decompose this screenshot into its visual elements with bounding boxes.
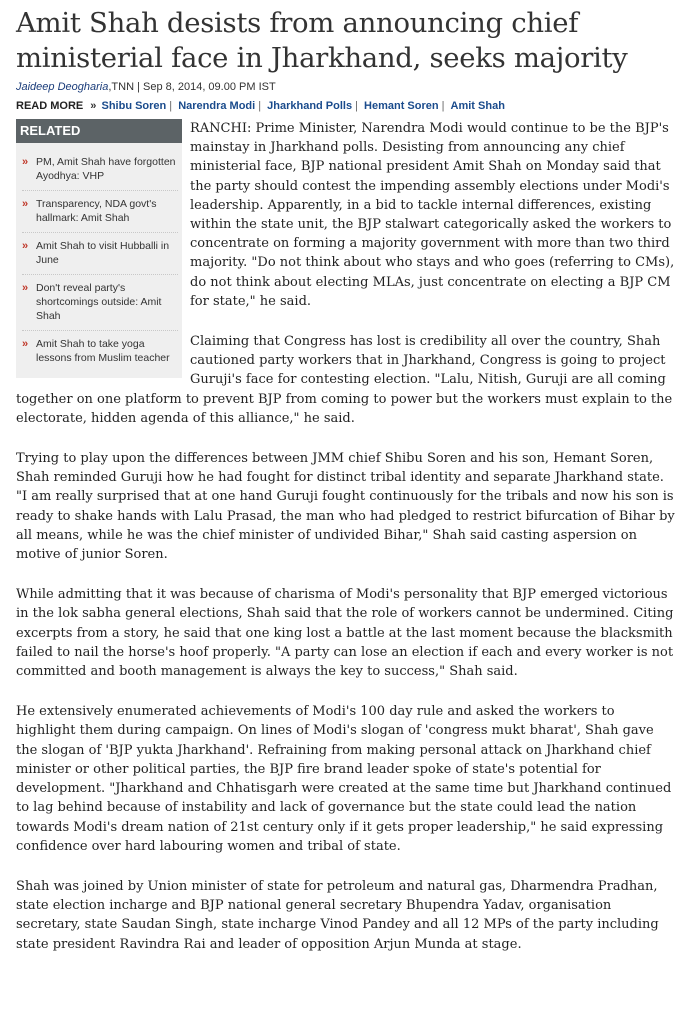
- tag-link-amit-shah[interactable]: Amit Shah: [450, 100, 505, 112]
- article-paragraph: Trying to play upon the differences between JMM chief Shibu Soren and his son, Hemant Soren, Shah reminded Guruji how he had fought for distinct tribal identity and separate Jharkhand state. "I am really surprised that at one hand Guruji fought continuously for the tribals and now his son is ready to shake hands with Lalu Prasad, the man who had pledged to restrict bifurcation of Bihar by all means, while he was the chief minister of undivided Bihar," Shah said casting aspersion on motive of junior Soren.: [16, 451, 675, 563]
- byline: [16, 80, 677, 94]
- related-item[interactable]: [22, 149, 178, 191]
- read-more-arrow-icon: »: [90, 100, 97, 112]
- related-item[interactable]: [22, 275, 178, 331]
- author-link[interactable]: Jaideep Deogharia: [16, 81, 109, 93]
- related-item[interactable]: [22, 233, 178, 275]
- tag-link-narendra-modi[interactable]: Narendra Modi: [178, 100, 256, 112]
- tag-link-hemant-soren[interactable]: Hemant Soren: [364, 100, 439, 112]
- related-item-link[interactable]: Don't reveal party's shortcomings outside: Amit Shah: [36, 282, 162, 322]
- tag-separator: |: [355, 100, 358, 112]
- article-paragraph: He extensively enumerated achievements of Modi's 100 day rule and asked the workers to highlight them during campaign. On lines of Modi's slogan of 'congress mukt bharat', Shah gave the slogan of 'BJP yukta Jharkhand'. Refraining from making personal attack on Jharkhand chief minister or other political parties, the BJP fire brand leader spoke of state's potential for development. "Jharkhand and Chhatisgarh were created at the same time but Jharkhand continued to lag behind because of instability and lack of governance but the state could lead the nation towards Modi's dream nation of 21st century only if it gets proper leadership," he said expressing confidence over hard labouring women and tribal of state.: [16, 704, 672, 854]
- tag-separator: |: [441, 100, 445, 112]
- bullet-icon: »: [22, 240, 29, 252]
- byline-source-date: ,TNN | Sep 8, 2014, 09.00 PM IST: [108, 81, 276, 93]
- related-heading: RELATED: [16, 119, 182, 143]
- tag-link-shibu-soren[interactable]: Shibu Soren: [101, 100, 167, 112]
- read-more-label: READ MORE: [16, 100, 84, 112]
- bullet-icon: »: [22, 156, 29, 168]
- headline: Amit Shah desists from announcing chief ministerial face in Jharkhand, seeks majority: [16, 7, 628, 74]
- related-box: [16, 119, 182, 378]
- related-list: [16, 143, 182, 378]
- related-item-link[interactable]: Amit Shah to take yoga lessons from Muslim teacher: [36, 338, 170, 364]
- tag-separator: |: [258, 100, 262, 112]
- article-paragraph: Claiming that Congress has lost is credibility all over the country, Shah cautioned party workers that in Jharkhand, Congress is going to project Guruji's face for contesting election. "Lalu, Nitish, Guruji are all coming together on one platform to prevent BJP from coming to power but the workers must explain to the electorate, hidden agenda of this alliance," he said.: [16, 334, 673, 426]
- article-paragraph: While admitting that it was because of charisma of Modi's personality that BJP emerged victorious in the lok sabha general elections, Shah said that the role of workers cannot be undermined. Citing excerpts from a story, he said that one king lost a battle at the last moment because the blacksmith failed to nail the horse's hoof properly. "A party can lose an election if each and every worker is not committed and booth management is always the key to success," Shah said.: [16, 587, 674, 680]
- tag-separator: |: [169, 100, 173, 112]
- bullet-icon: »: [22, 198, 29, 210]
- article-paragraph: RANCHI: Prime Minister, Narendra Modi would continue to be the BJP's mainstay in Jharkhand polls. Desisting from announcing any chief ministerial face, BJP national president Amit Shah on Monday said that the party should contest the impending assembly elections under Modi's leadership. Apparently, in a bid to tackle internal differences, existing within the state unit, the BJP stalwart categorically asked the workers to concentrate on forming a majority government with more than two third majority. "Do not think about who stays and who goes (referring to CMs), do not think about electing MLAs, just concentrate on electing a BJP CM for state," he said.: [190, 121, 675, 309]
- tag-link-jharkhand-polls[interactable]: Jharkhand Polls: [267, 100, 353, 112]
- related-item-link[interactable]: Transparency, NDA govt's hallmark: Amit Shah: [36, 198, 157, 224]
- bullet-icon: »: [22, 282, 29, 294]
- related-item-link[interactable]: PM, Amit Shah have forgotten Ayodhya: VHP: [36, 156, 176, 182]
- article-paragraph: Shah was joined by Union minister of state for petroleum and natural gas, Dharmendra Pradhan, state election incharge and BJP national general secretary Bhupendra Yadav, organisation secretary, state Saudan Singh, state incharge Vinod Pandey and all 12 MPs of the party including state president Ravindra Rai and leader of opposition Arjun Munda at stage.: [16, 878, 659, 952]
- read-more-bar: [16, 99, 677, 113]
- article-content: [16, 119, 677, 954]
- related-item-link[interactable]: Amit Shah to visit Hubballi in June: [36, 240, 170, 266]
- related-item[interactable]: [22, 331, 178, 372]
- related-item[interactable]: [22, 191, 178, 233]
- bullet-icon: »: [22, 338, 29, 350]
